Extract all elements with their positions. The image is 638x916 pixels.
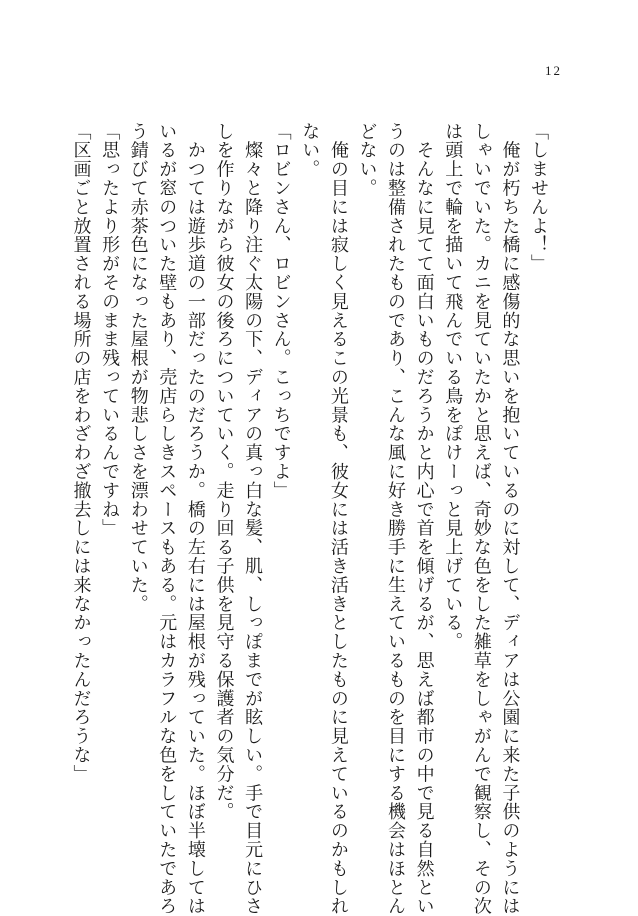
text-line: どない。 [356,122,378,198]
text-line: うのは整備されたものであり、こんな風に好き勝手に生えているものを目にする機会はほとん [385,122,407,916]
text-line: 俺が朽ちた橋に感傷的な思いを抱いているのに対して、ディアは公園に来た子供のようには [499,122,521,916]
text-line: そんなに見てて面白いものだろうかと内心で首を傾げるが、思えば都市の中で見る自然とい [413,122,435,916]
vertical-text-body [70,122,552,916]
text-line: しを作りながら彼女の後ろについていく。走り回る子供を見守る保護者の気分だ。 [213,122,235,822]
text-line: いるが窓のついた壁もあり、売店らしきスペースもある。元はカラフルな色をしていたであろ [156,122,178,916]
text-line: かつては遊歩道の一部だったのだろうか。橋の左右には屋根が残っていた。ほぼ半壊しては [184,122,206,916]
text-line: 俺の目には寂しく見えるこの光景も、彼女には活き活きとしたものに見えているのかもしれ [327,122,349,916]
text-line: 「しませんよ！」 [528,122,549,274]
text-line: 燦々と降り注ぐ太陽の下、ディアの真っ白な髪、肌、しっぽまでが眩しい。手で目元にひさ [242,122,264,916]
text-line: 「思ったより形がそのまま残っているんですね」 [99,122,121,538]
text-line: は頭上で輪を描いて飛んでいる鳥をぽけーっと見上げている。 [442,122,464,652]
page-number: 12 [545,63,562,78]
text-line: 「ロビンさん、ロビンさん。こっちですよ」 [270,122,292,500]
text-line: う錆びて赤茶色になった屋根が物悲しさを漂わせていた。 [127,122,149,614]
text-line: 「区画ごと放置される場所の店をわざわざ撤去しには来なかったんだろうな」 [70,122,92,784]
text-line: ない。 [299,122,321,179]
text-line: しゃいでいた。カニを見ていたかと思えば、奇妙な色をした雑草をしゃがんで観察し、その次 [470,122,492,916]
